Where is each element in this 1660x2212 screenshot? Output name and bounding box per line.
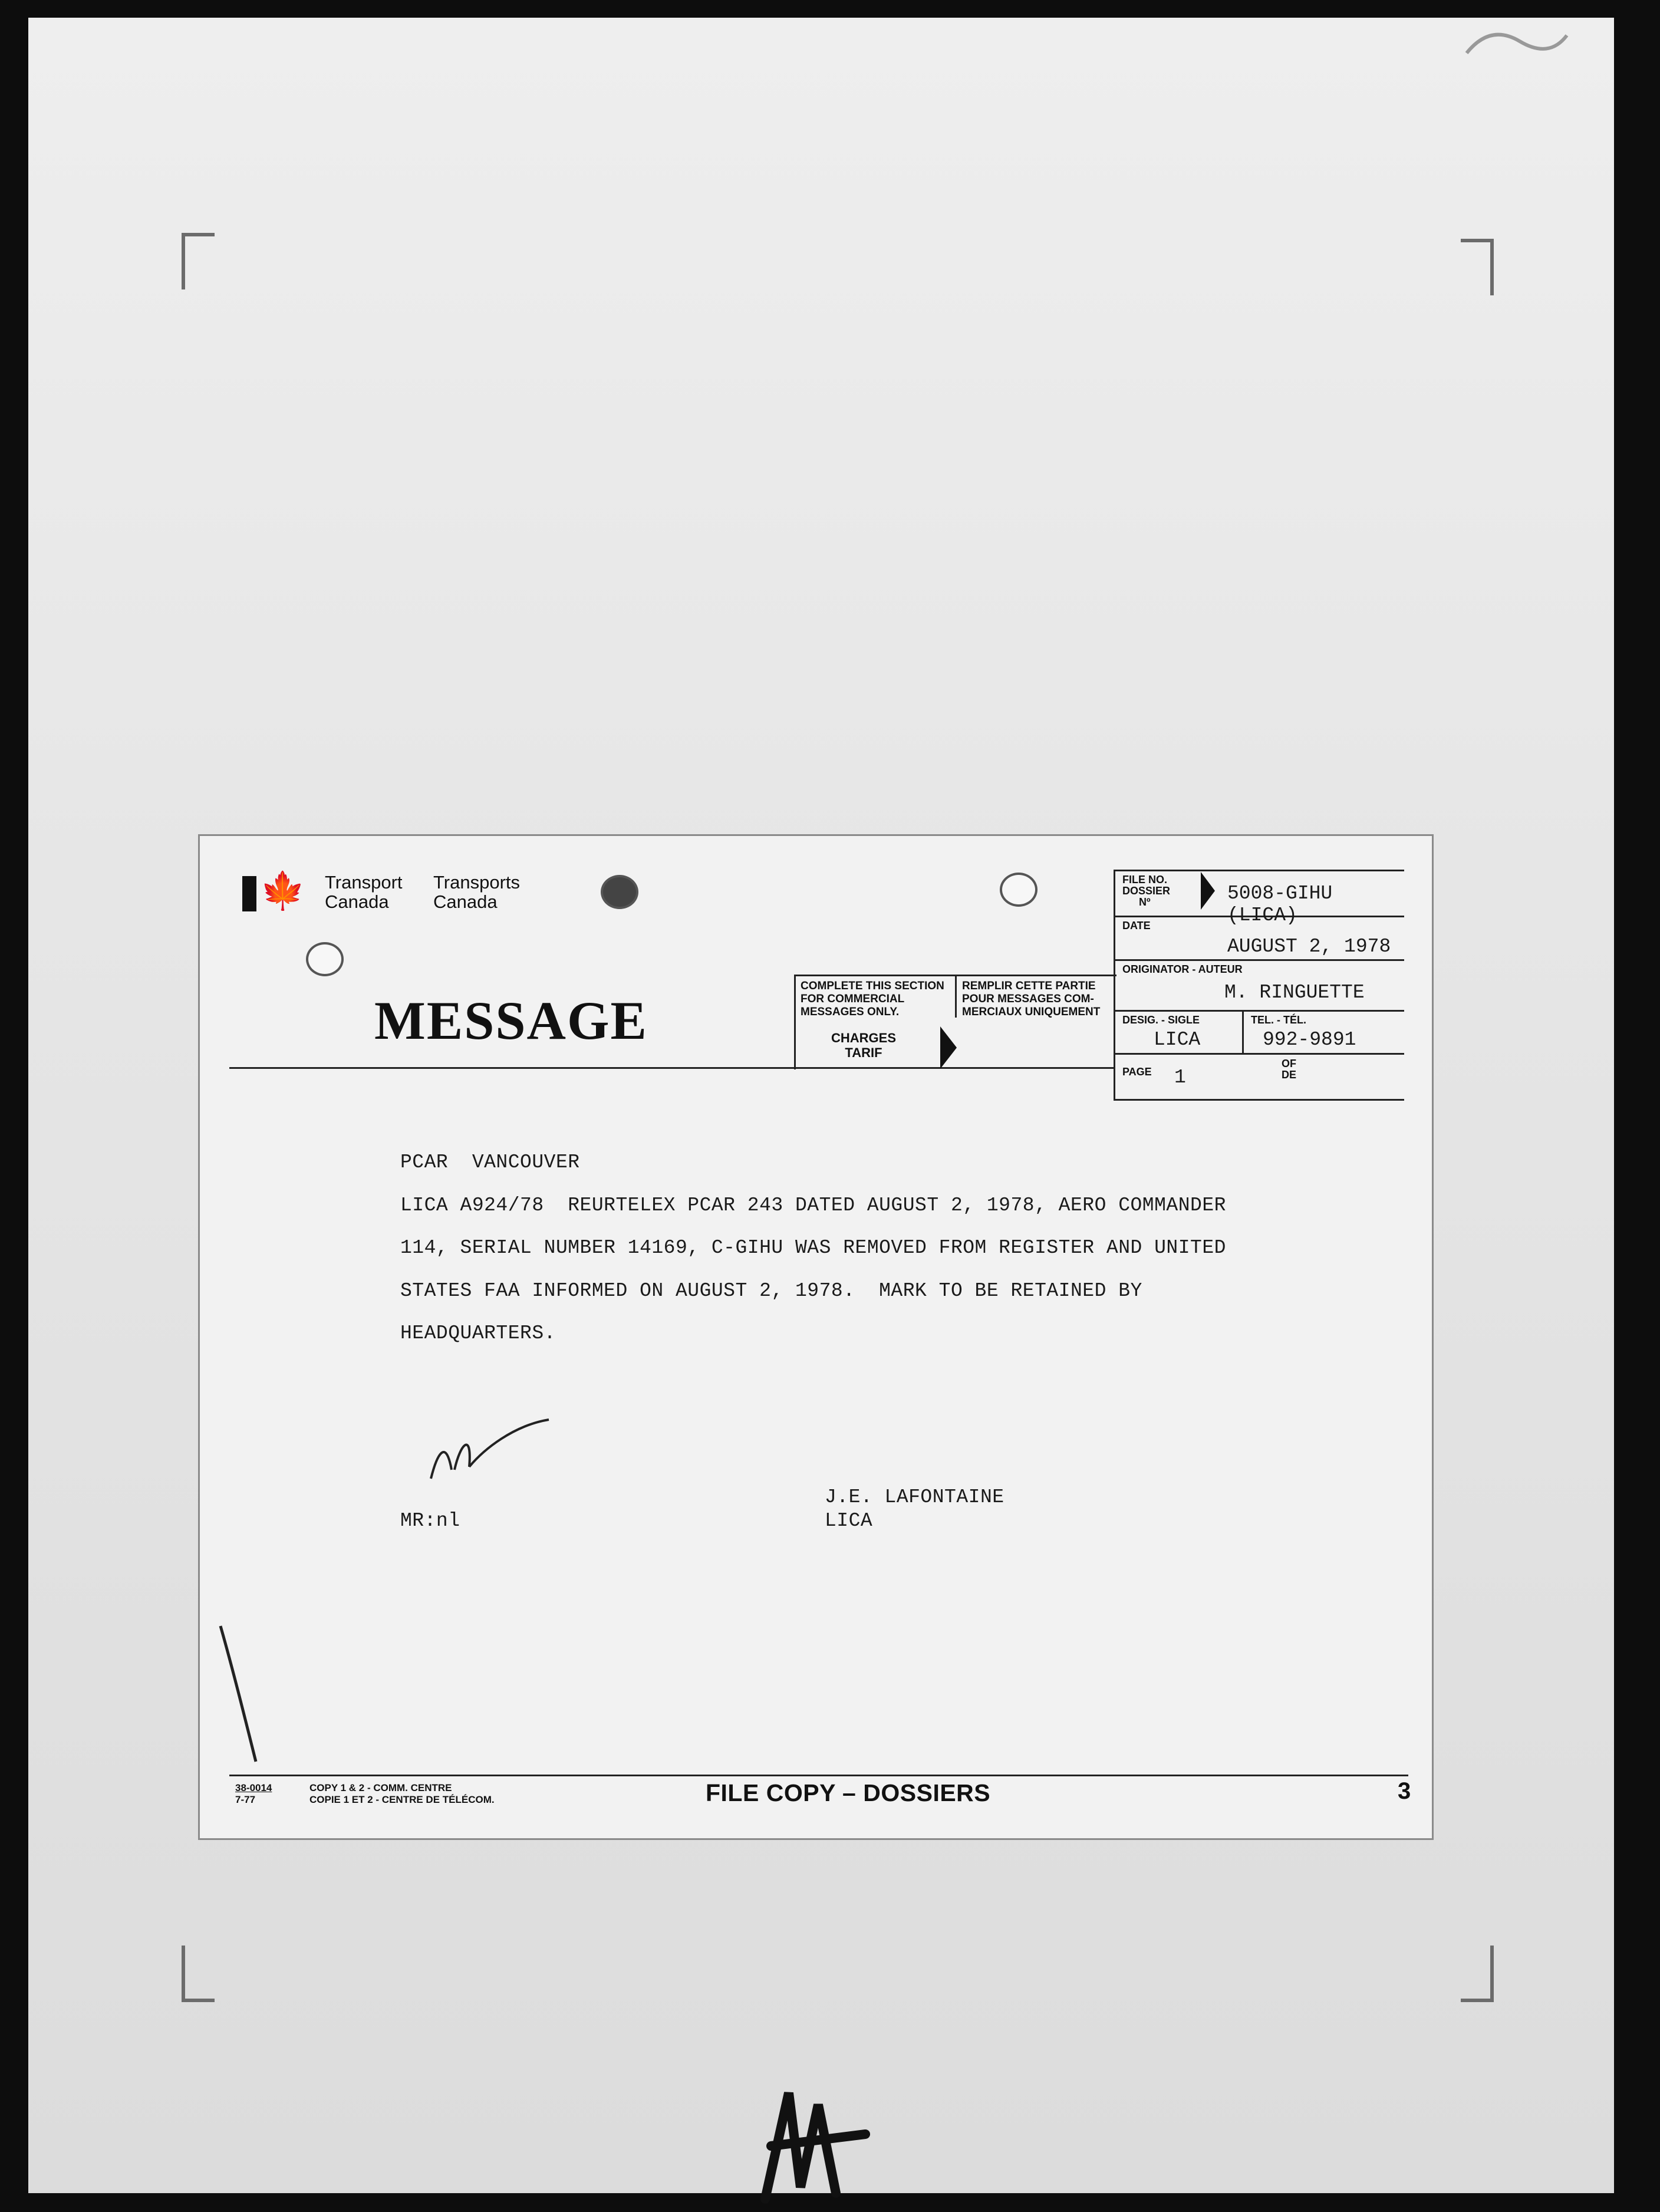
file-copy-label: FILE COPY – DOSSIERS [706, 1779, 991, 1806]
edge-scribble [1455, 18, 1573, 71]
canada-flag-icon: 🍁 [242, 876, 301, 911]
scanned-page [28, 18, 1614, 2193]
message-line: STATES FAA INFORMED ON AUGUST 2, 1978. MARK TO BE RETAINED BY [400, 1280, 1142, 1302]
form-number: 38-0014 7-77 [235, 1782, 272, 1805]
originator-value: M. RINGUETTE [1224, 982, 1365, 1003]
punch-hole-icon [601, 875, 638, 909]
page-label: PAGE [1122, 1066, 1152, 1078]
tel-value: 992-9891 [1263, 1029, 1356, 1051]
date-value: AUGUST 2, 1978 [1227, 936, 1391, 957]
arrow-right-icon [940, 1026, 957, 1069]
commercial-section [794, 975, 1116, 1069]
addressee: PCAR VANCOUVER [400, 1151, 580, 1173]
page-value: 1 [1174, 1066, 1186, 1088]
margin-pen-stroke [215, 1620, 274, 1767]
desig-value: LICA [1154, 1029, 1201, 1051]
bottom-handwritten-mark [747, 2069, 883, 2211]
message-line: LICA A924/78 REURTELEX PCAR 243 DATED AUGUST 2, 1978, AERO COMMANDER [400, 1194, 1226, 1216]
crop-mark-top-left [182, 233, 215, 289]
crop-mark-top-right [1461, 239, 1494, 295]
org-name-french: Transports Canada [433, 872, 521, 912]
message-line: 114, SERIAL NUMBER 14169, C-GIHU WAS REMOVED FROM REGISTER AND UNITED [400, 1237, 1226, 1259]
date-label: DATE [1122, 920, 1151, 931]
org-name-english: Transport Canada [325, 872, 403, 912]
commercial-instruction-en: COMPLETE THIS SECTION FOR COMMERCIAL MESSAGES ONLY. [801, 980, 944, 1018]
of-label: OF DE [1282, 1058, 1297, 1081]
file-no-value: 5008-GIHU (LICA) [1227, 883, 1333, 926]
message-line: HEADQUARTERS. [400, 1322, 556, 1344]
file-no-label: FILE NO. DOSSIER Nº [1122, 874, 1171, 908]
crop-mark-bottom-left [182, 1946, 215, 2002]
originator-label: ORIGINATOR - AUTEUR [1122, 963, 1243, 975]
file-details-box [1114, 870, 1404, 1101]
commercial-instruction-fr: REMPLIR CETTE PARTIE POUR MESSAGES COM- MERCIAUX UNIQUEMENT [962, 980, 1101, 1018]
charges-label: CHARGES TARIF [831, 1031, 896, 1060]
signatory-unit: LICA [825, 1510, 873, 1532]
crop-mark-bottom-right [1461, 1946, 1494, 2002]
punch-hole-icon [1000, 873, 1038, 907]
form-title: MESSAGE [374, 990, 648, 1051]
signatory-name: J.E. LAFONTAINE [825, 1486, 1004, 1508]
tel-label: TEL. - TÉL. [1251, 1014, 1306, 1026]
reference-initials: MR:nl [400, 1510, 460, 1532]
punch-hole-icon [306, 942, 344, 976]
handwritten-initials [413, 1414, 555, 1490]
arrow-right-icon [1201, 872, 1215, 910]
message-form [198, 834, 1434, 1840]
desig-label: DESIG. - SIGLE [1122, 1014, 1200, 1026]
footer-rule [229, 1775, 1408, 1776]
copy-distribution: COPY 1 & 2 - COMM. CENTRE COPIE 1 ET 2 - CENTRE DE TÉLÉCOM. [309, 1782, 495, 1805]
page-number: 3 [1398, 1778, 1411, 1804]
